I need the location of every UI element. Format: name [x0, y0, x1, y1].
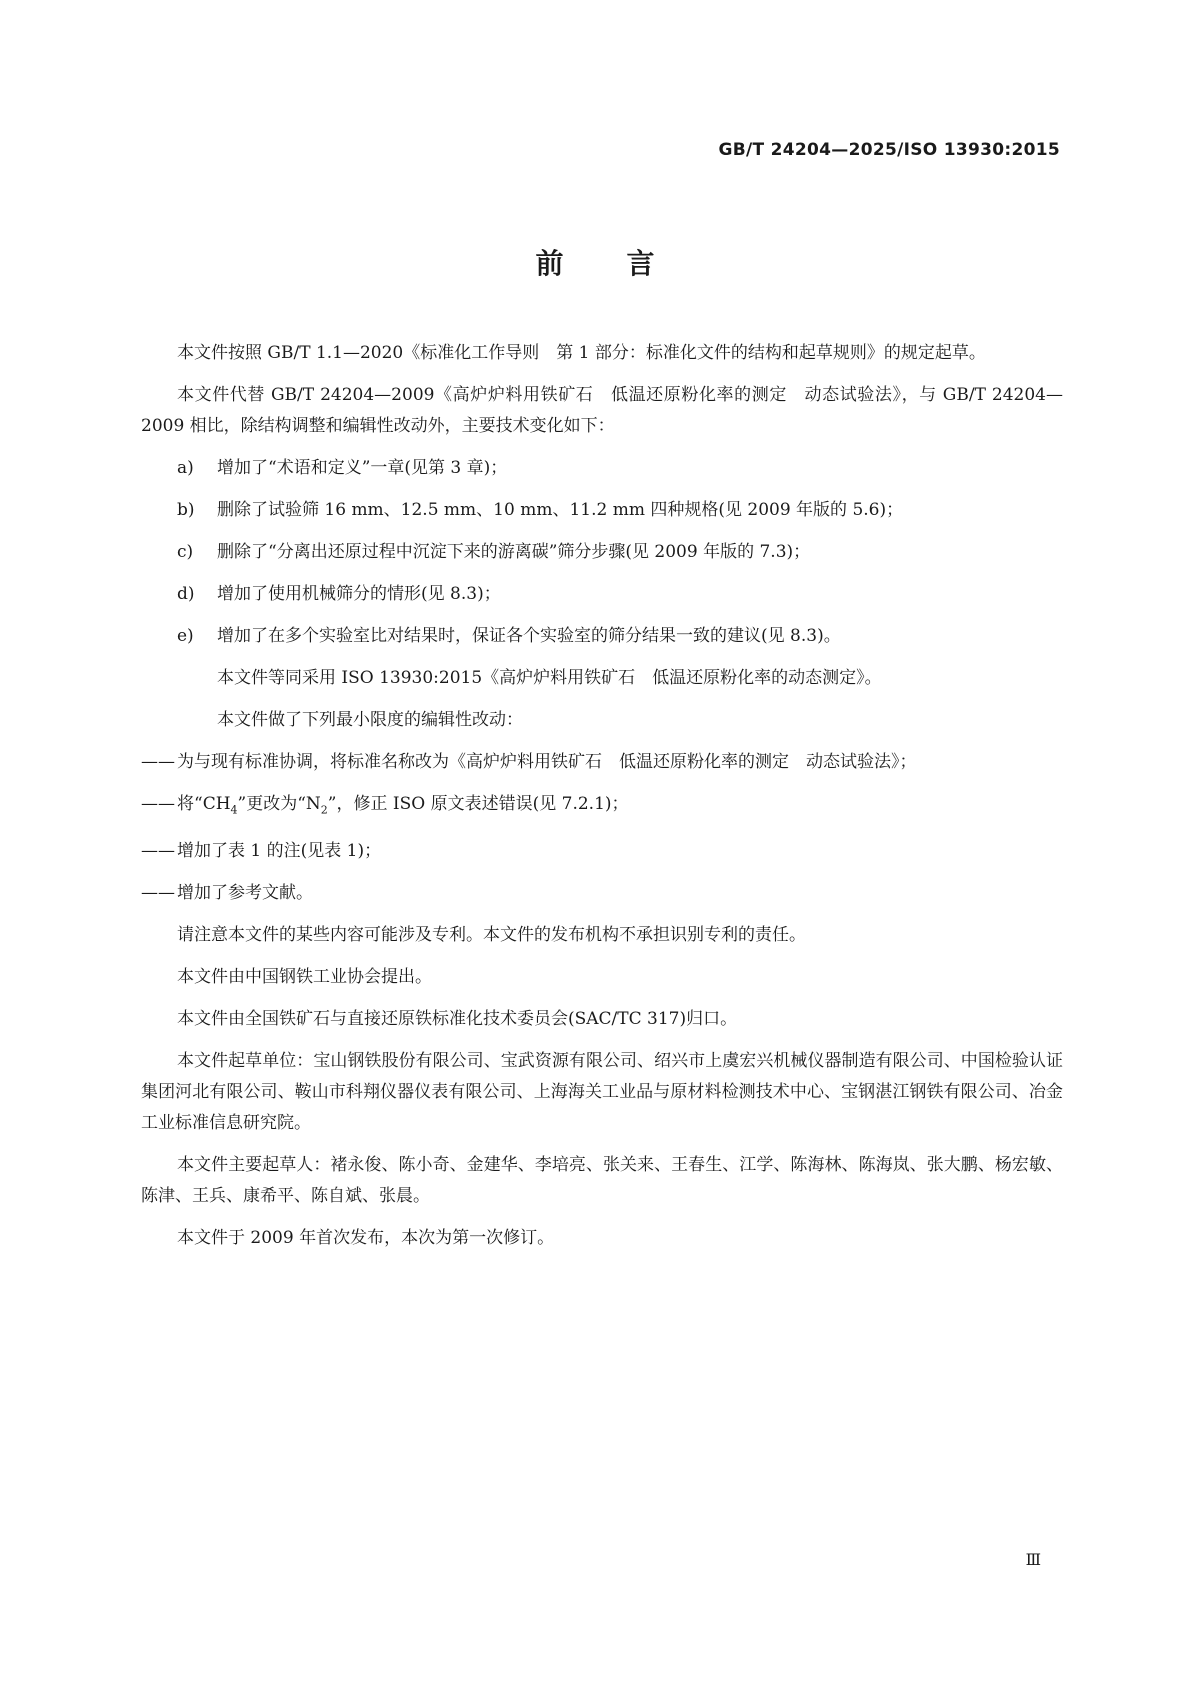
- page-title: [0, 242, 1191, 282]
- edit-text: 增加了参考文献。: [177, 883, 313, 904]
- edit-item: [141, 836, 1063, 867]
- change-text: 删除了试验筛 16 mm、12.5 mm、10 mm、11.2 mm 四种规格(见 2009 年版的 5.6)；: [217, 500, 904, 520]
- paragraph-iso-adoption: 本文件等同采用 ISO 13930:2015《高炉炉料用铁矿石 低温还原粉化率的动态测定》。: [217, 668, 882, 688]
- paragraph-drafting-rules: 本文件按照 GB/T 1.1—2020《标准化工作导则 第 1 部分：标准化文件的结构和起草规则》的规定起草。: [177, 343, 986, 363]
- change-text: 删除了“分离出还原过程中沉淀下来的游离碳”筛分步骤(见 2009 年版的 7.3)；: [217, 542, 811, 562]
- change-item: [177, 537, 1063, 568]
- change-item: [177, 621, 1063, 652]
- change-mark: e): [177, 626, 194, 646]
- paragraph-replacement: 本文件代替 GB/T 24204—2009《高炉炉料用铁矿石 低温还原粉化率的测定 动态试验法》，与 GB/T 24204—2009 相比，除结构调整和编辑性改动外，主要技术变化如下：: [141, 385, 1063, 436]
- edit-text: 增加了表 1 的注(见表 1)；: [177, 841, 382, 862]
- change-mark: b): [177, 500, 195, 520]
- edit-text-mid: ”更改为“N: [237, 794, 321, 814]
- change-mark: c): [177, 542, 194, 562]
- edit-text-pre: 将“CH: [177, 794, 231, 814]
- change-mark: d): [177, 584, 195, 604]
- edit-item: [141, 747, 1063, 778]
- page-number: Ⅲ: [1025, 1550, 1041, 1569]
- subscript-4: 4: [230, 803, 238, 817]
- edit-item: [141, 878, 1063, 909]
- edit-item: [141, 789, 1063, 825]
- change-text: 增加了“术语和定义”一章(见第 3 章)；: [217, 458, 508, 478]
- paragraph-drafters: 本文件主要起草人：褚永俊、陈小奇、金建华、李培亮、张关来、王春生、江学、陈海林、陈海岚、张大鹏、杨宏敏、陈津、王兵、康希平、陈自斌、张晨。: [141, 1155, 1063, 1207]
- edit-text: 为与现有标准协调，将标准名称改为《高炉炉料用铁矿石 低温还原粉化率的测定 动态试验法》；: [177, 752, 917, 772]
- change-item: [177, 453, 1063, 484]
- subscript-2: 2: [320, 803, 328, 817]
- paragraph-committee: 本文件由全国铁矿石与直接还原铁标准化技术委员会(SAC/TC 317)归口。: [177, 1009, 738, 1030]
- standard-code: GB/T 24204—2025/ISO 13930:2015: [718, 140, 1060, 160]
- change-item: [177, 579, 1063, 610]
- dash-marker: ——: [141, 794, 175, 814]
- dash-marker: ——: [141, 841, 175, 862]
- change-mark: a): [177, 458, 194, 478]
- paragraph-history: 本文件于 2009 年首次发布，本次为第一次修订。: [177, 1228, 555, 1249]
- foreword-body: [141, 338, 1063, 1265]
- dash-marker: ——: [141, 752, 175, 772]
- paragraph-editorial-intro: 本文件做了下列最小限度的编辑性改动：: [217, 710, 523, 730]
- title-char-1: 前: [535, 247, 565, 280]
- change-item: [177, 495, 1063, 526]
- title-char-2: 言: [626, 247, 656, 280]
- paragraph-drafting-units: 本文件起草单位：宝山钢铁股份有限公司、宝武资源有限公司、绍兴市上虞宏兴机械仪器制造有限公司、中国检验认证集团河北有限公司、鞍山市科翔仪器仪表有限公司、上海海关工业品与原材料检测技术中心、宝钢湛江钢铁有限公司、冶金工业标准信息研究院。: [141, 1051, 1063, 1134]
- dash-marker: ——: [141, 883, 175, 904]
- paragraph-proposer: 本文件由中国钢铁工业协会提出。: [177, 967, 432, 988]
- paragraph-patent-notice: 请注意本文件的某些内容可能涉及专利。本文件的发布机构不承担识别专利的责任。: [177, 925, 806, 946]
- change-text: 增加了在多个实验室比对结果时，保证各个实验室的筛分结果一致的建议(见 8.3)。: [217, 626, 841, 646]
- change-text: 增加了使用机械筛分的情形(见 8.3)；: [217, 584, 501, 604]
- edit-text-post: ”，修正 ISO 原文表述错误(见 7.2.1)；: [327, 794, 629, 814]
